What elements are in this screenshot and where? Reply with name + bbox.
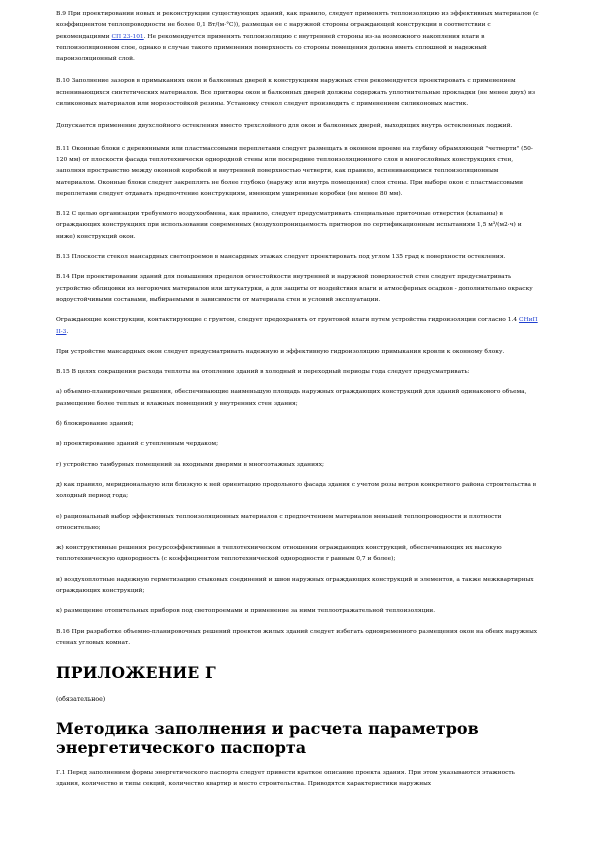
- paragraph-b13: В.13 Плоскости стекол мансардных светопроемов в мансардных этажах следует проектировать под углом 135 град к поверхности остекления.: [56, 254, 506, 261]
- appendix-title: Методика заполнения и расчета параметров энергетического паспорта: [56, 719, 479, 758]
- paragraph-text: . Не рекомендуется применять теплоизоляцию с внутренней стороны из-за возможного накопления влаги в теплоизоляционном слое, однако в случае такого применения поверхность со стороны помещения должна иметь сплошной и надежный пароизоляционный слой.: [56, 33, 487, 63]
- paragraph-b10: В.10 Заполнение зазоров в примыканиях окон и балконных дверей к конструкциям наружных стен рекомендуется проектировать с применением вспенивающихся синтетических материалов. Все притворы окон и балконных дверей должны содержать уплотнительные прокладки (не менее двух) из силиконовых материалов или морозостойкой резины. Установку стекол следует производить с применением силиконовых мастик.: [56, 78, 536, 108]
- appendix-status: (обязательное): [56, 696, 106, 704]
- paragraph-text: .: [66, 328, 69, 335]
- list-item: г) устройство тамбурных помещений за входными дверями в многоэтажных зданиях;: [56, 461, 325, 468]
- paragraph-b12: В.12 С целью организации требуемого воздухообмена, как правило, следует предусматривать специальные приточные отверстия (клапаны) в ограждающих конструкциях при использовании современных (воздухопроницаемость притворов по сертификационным испытаниям 1,5 м³/(м2·ч) и ниже) конструкций окон.: [56, 211, 522, 240]
- sp-23-101-link[interactable]: СП 23-101: [111, 33, 144, 40]
- snip-ii-3-link[interactable]: СНиП II-3: [56, 317, 538, 335]
- paragraph-roof-windows: При устройстве мансардных окон следует предусматривать надежную и эффективную гидроизоляцию примыкания кровли к оконному блоку.: [56, 348, 505, 355]
- paragraph-glazing: Допускается применение двухслойного остекления вместо трехслойного для окон и балконных дверей, выходящих внутрь остекленных лоджий.: [56, 123, 513, 130]
- paragraph-b16: В.16 При разработке объемно-планировочных решений проектов жилых зданий следует избегать одновременного размещения окон на обеих наружных стенах угловых комнат.: [56, 628, 538, 646]
- paragraph-b11: В.11 Оконные блоки с деревянными или пластмассовыми переплетами следует размещать в оконном проеме на глубину обрамляющей "четверти" (50-120 мм) от плоскости фасада теплотехнически однородной стены или посередине теплоизоляционного слоя в многослойных конструкциях стен, заполняя пространство между оконной коробкой и внутренней поверхностью четверти, как правило, вспенивающимся теплоизоляционным материалом. Оконные блоки следует закреплять не более глубоко (наружу или внутрь помещения) слоя стены. При выборе окон с пластмассовыми переплетами следует отдавать предпочтение конструкциям, имеющим уширенные коробки (не менее 80 мм).: [56, 145, 533, 197]
- list-item: д) как правило, меридиональную или близкую к ней ориентацию продольного фасада здания с учетом розы ветров конкретного района строительства в холодный период года;: [56, 481, 537, 500]
- paragraph-text: Ограждающие конструкции, контактирующие с грунтом, следует предохранять от грунтовой влаги путем устройства гидроизоляции согласно 1.4: [56, 317, 519, 324]
- paragraph-text: В.9 При проектировании новых и реконструкции существующих зданий, как правило, следует применять теплоизоляцию из эффективных материалов (с коэффициентом теплопроводности не более 0,1 Вт/(м·°С)), размещая ее с наружной стороны ограждающей конструкции в соответствии с рекомендациями: [56, 11, 539, 40]
- paragraph-g1: Г.1 Перед заполнением формы энергетического паспорта следует привести краткое описание проекта здания. При этом указываются этажность здания, количество и типы секций, количество квартир и место строительства. Приводятся характеристики наружных: [56, 770, 515, 788]
- list-item: и) воздухоплотные надежную герметизацию стыковых соединений и швов наружных ограждающих конструкций и элементов, а также межквартирных ограждающих конструкций;: [56, 576, 534, 594]
- list-item: ж) конструктивные решения ресурсоэффективные в теплотехническом отношении ограждающих конструкций, обеспечивающих их высокую теплотехническую однородность (с коэффициентом теплотехнической однородности r равным 0,7 и более);: [56, 545, 502, 563]
- appendix-heading: ПРИЛОЖЕНИЕ Г: [56, 663, 216, 683]
- paragraph-b9: [56, 9, 539, 65]
- list-item: б) блокирование зданий;: [56, 421, 134, 428]
- list-item: в) проектирование зданий с утепленным чердаком;: [56, 441, 219, 448]
- list-item: к) размещение отопительных приборов под светопроемами и применение за ними теплоотражательной теплоизоляции.: [56, 608, 436, 615]
- list-item: а) объемно-планировочные решения, обеспечивающие наименьшую площадь наружных ограждающих конструкций для зданий одинакового объема, размещение более теплых и влажных помещений у внутренних стен здания;: [56, 389, 527, 407]
- paragraph-b14: В.14 При проектировании зданий для повышения пределов огнестойкости внутренней и наружной поверхностей стен следует предусматривать устройство облицовки из негорючих материалов или штукатурки, а для защиты от воздействия влаги и атмосферных осадков - дополнительно окраску водоустойчивыми составами, выбираемыми в зависимости от материала стен и условий эксплуатации.: [56, 274, 533, 303]
- paragraph-ground-contact: [56, 315, 539, 338]
- list-item: е) рациональный выбор эффективных теплоизоляционных материалов с предпочтением материалов меньшей теплопроводности и плотности относительно;: [56, 513, 502, 531]
- paragraph-b15: В.15 В целях сокращения расхода теплоты на отопление зданий в холодный и переходный периоды года следует предусматривать:: [56, 369, 470, 376]
